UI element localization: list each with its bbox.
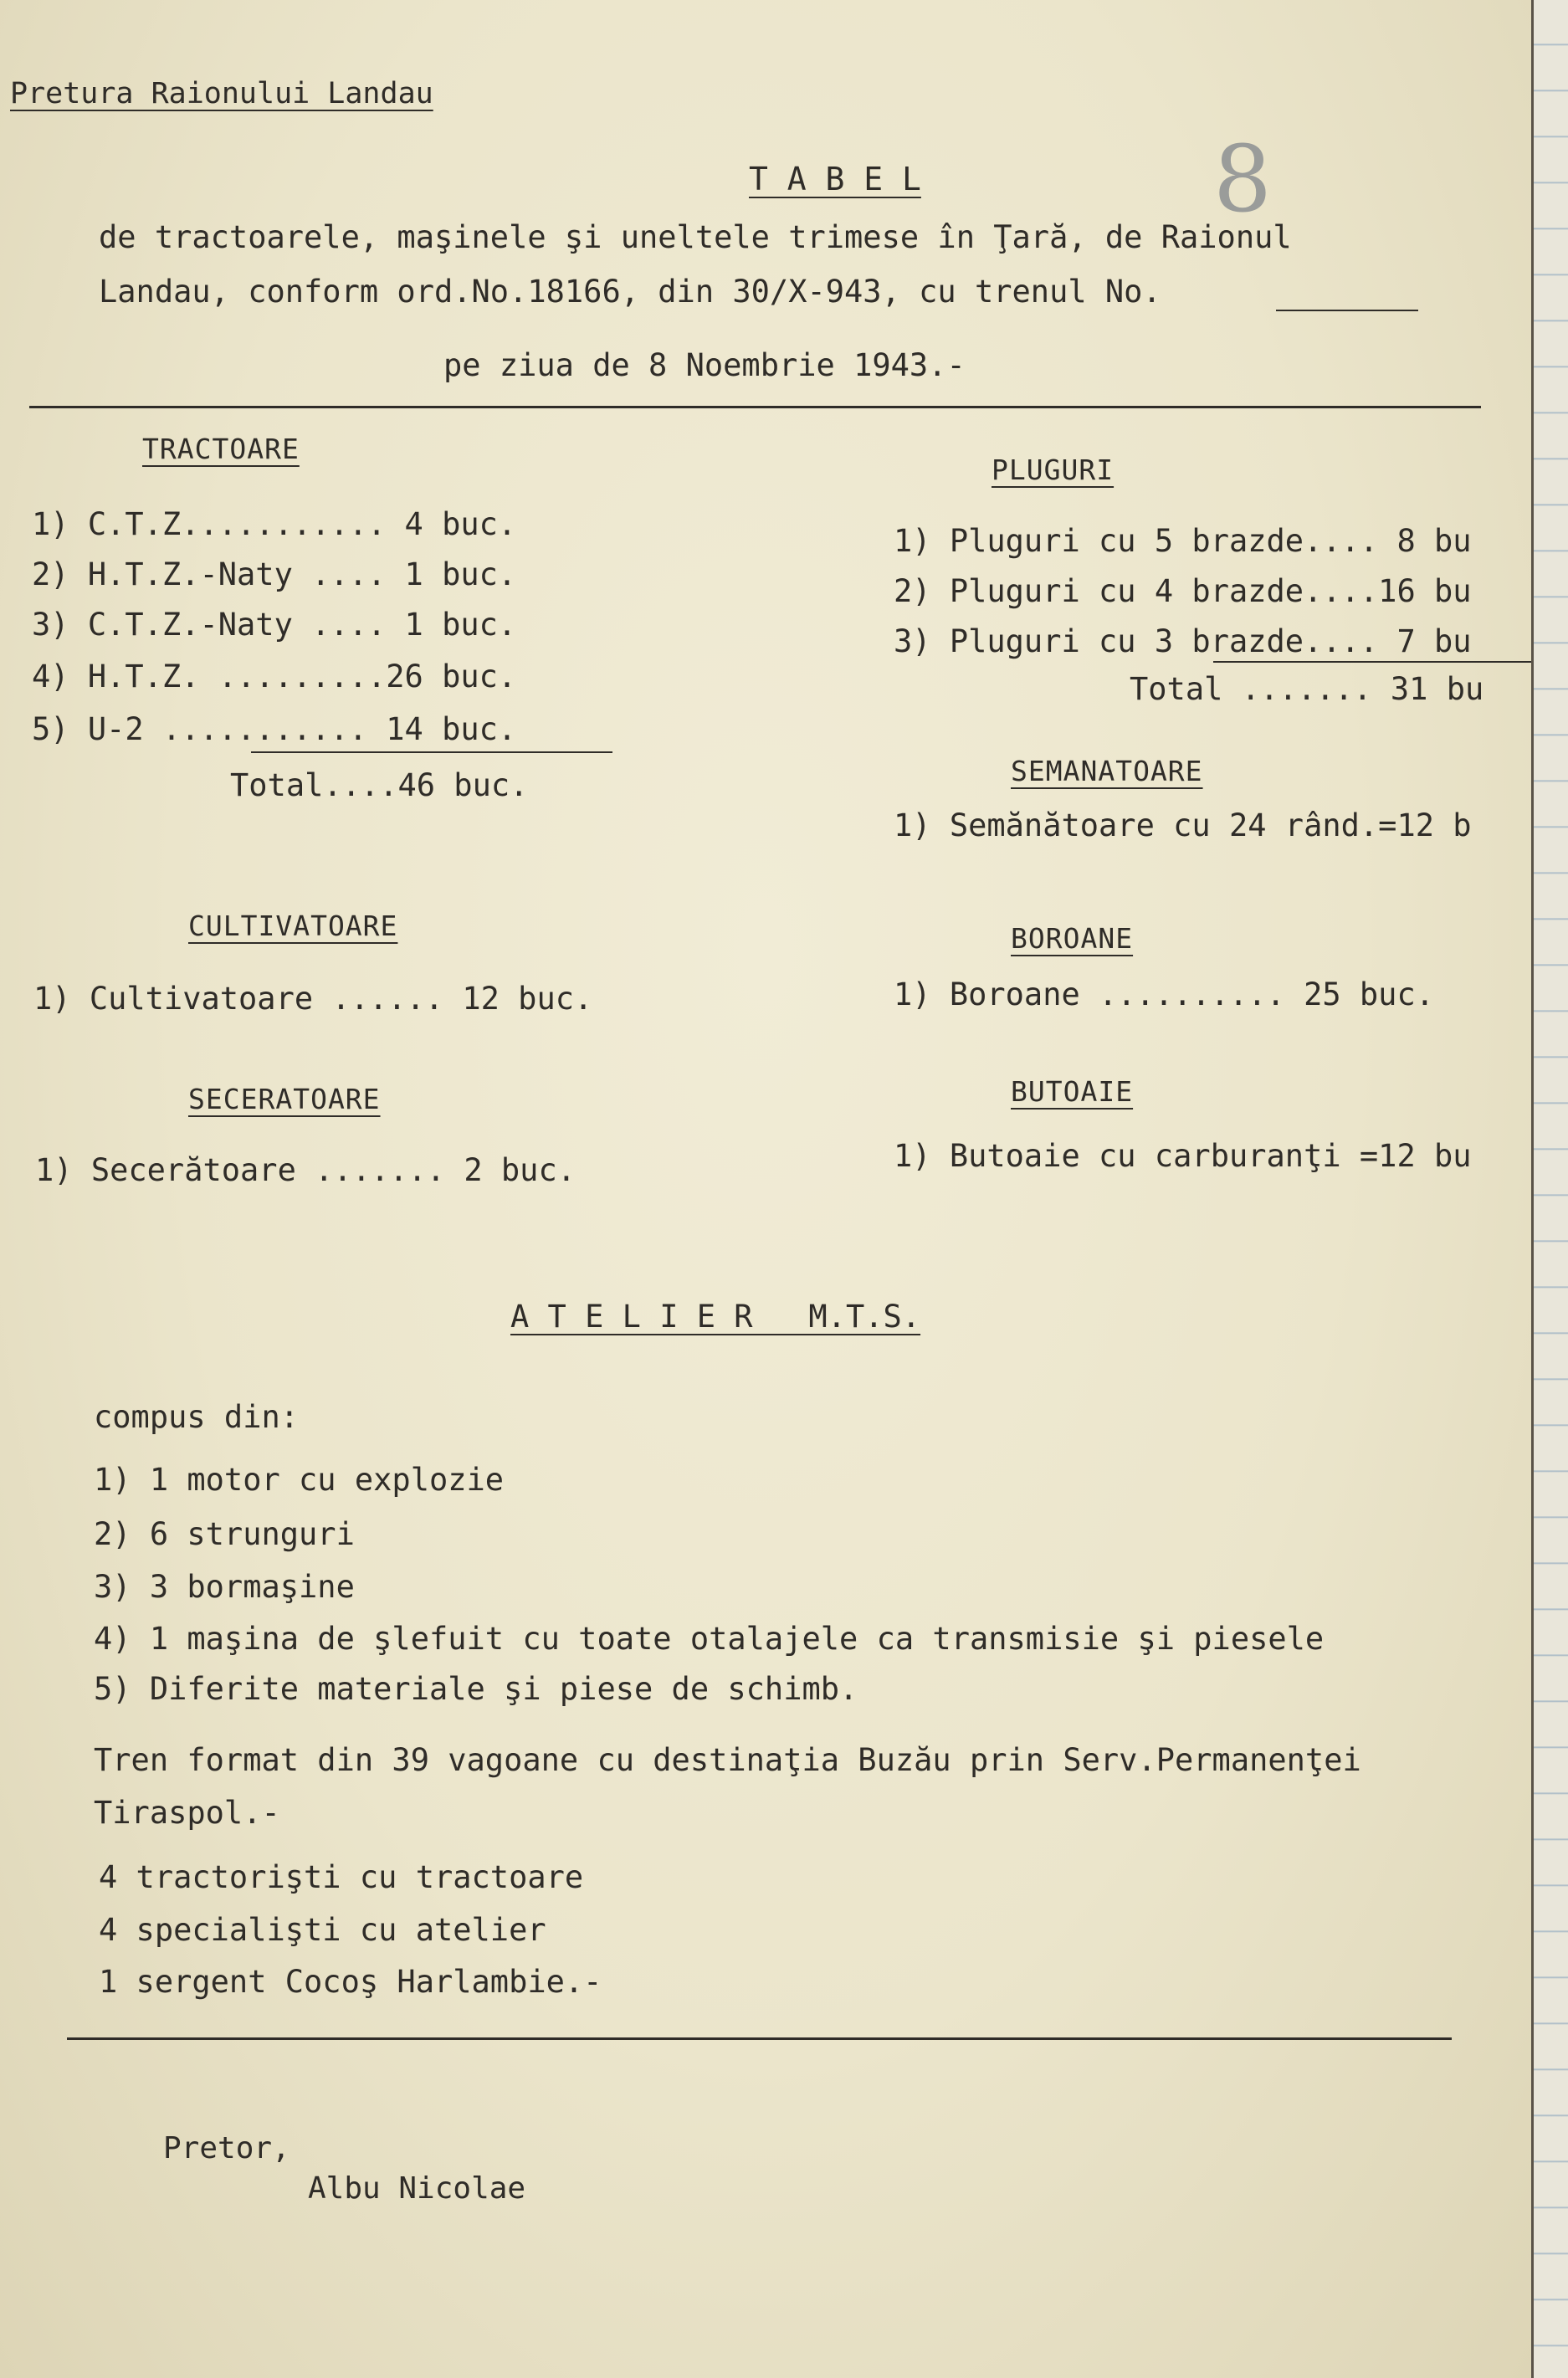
adjacent-page-edge (1531, 0, 1568, 2378)
pluguri-total-line (1213, 661, 1531, 663)
cultivatoare-heading: CULTIVATOARE (188, 910, 398, 942)
train-number-blank (1276, 310, 1418, 311)
tractoare-item: 3) C.T.Z.-Naty .... 1 buc. (32, 607, 517, 643)
header-divider (29, 406, 1481, 408)
document-title: T A B E L (749, 161, 921, 197)
intro-line-3: pe ziua de 8 Noembrie 1943.- (443, 347, 966, 383)
semanatoare-item: 1) Semănătoare cu 24 rând.=12 b (894, 807, 1472, 843)
seceratoare-item: 1) Secerătoare ....... 2 buc. (35, 1152, 576, 1188)
signature-name: Albu Nicolae (308, 2171, 526, 2206)
footer-divider (67, 2037, 1452, 2040)
tractoare-item: 4) H.T.Z. .........26 buc. (32, 659, 517, 694)
pluguri-heading: PLUGURI (992, 454, 1115, 486)
atelier-intro: compus din: (94, 1399, 300, 1435)
semanatoare-heading: SEMANATOARE (1011, 755, 1203, 787)
tractoare-heading: TRACTOARE (142, 433, 300, 465)
tractoare-total-line (251, 751, 612, 753)
tren-line-1: Tren format din 39 vagoane cu destinaţia Buzău prin Serv.Permanenţei (94, 1742, 1361, 1778)
seceratoare-heading: SECERATOARE (188, 1083, 381, 1115)
boroane-heading: BOROANE (1011, 922, 1134, 955)
atelier-item: 3) 3 bormaşine (94, 1569, 355, 1605)
tractoare-item: 1) C.T.Z........... 4 buc. (32, 506, 517, 542)
tractoare-total: Total....46 buc. (230, 767, 529, 803)
personal-item: 4 tractorişti cu tractoare (99, 1859, 584, 1895)
butoaie-item: 1) Butoaie cu carburanţi =12 bu (894, 1138, 1472, 1174)
cultivatoare-item: 1) Cultivatoare ...... 12 buc. (33, 981, 593, 1017)
office-header: Pretura Raionului Landau (10, 77, 433, 110)
signature-role: Pretor, (163, 2131, 290, 2165)
tractoare-item: 2) H.T.Z.-Naty .... 1 buc. (32, 556, 517, 592)
atelier-item: 2) 6 strunguri (94, 1516, 355, 1552)
atelier-item: 4) 1 maşina de şlefuit cu toate otalajele ca transmisie şi piesele (94, 1621, 1325, 1657)
atelier-item: 1) 1 motor cu explozie (94, 1462, 505, 1498)
pluguri-item: 2) Pluguri cu 4 brazde....16 bu (894, 573, 1472, 609)
boroane-item: 1) Boroane .......... 25 buc. (894, 976, 1435, 1012)
butoaie-heading: BUTOAIE (1011, 1075, 1134, 1108)
intro-line-1: de tractoarele, maşinele şi uneltele trimese în Ţară, de Raionul (99, 219, 1292, 255)
pluguri-item: 3) Pluguri cu 3 brazde.... 7 bu (894, 623, 1472, 659)
personal-item: 4 specialişti cu atelier (99, 1912, 546, 1948)
pluguri-item: 1) Pluguri cu 5 brazde.... 8 bu (894, 523, 1472, 559)
intro-line-2: Landau, conform ord.No.18166, din 30/X-943, cu trenul No. (99, 274, 1161, 310)
page-number: 8 (1213, 126, 1272, 233)
atelier-heading: A T E L I E R M.T.S. (510, 1299, 921, 1335)
atelier-item: 5) Diferite materiale şi piese de schimb. (94, 1671, 858, 1707)
tractoare-item: 5) U-2 ........... 14 buc. (32, 711, 517, 747)
personal-item: 1 sergent Cocoş Harlambie.- (99, 1964, 602, 2000)
pluguri-total: Total ....... 31 bu (1130, 671, 1484, 707)
tren-line-2: Tiraspol.- (94, 1795, 280, 1831)
